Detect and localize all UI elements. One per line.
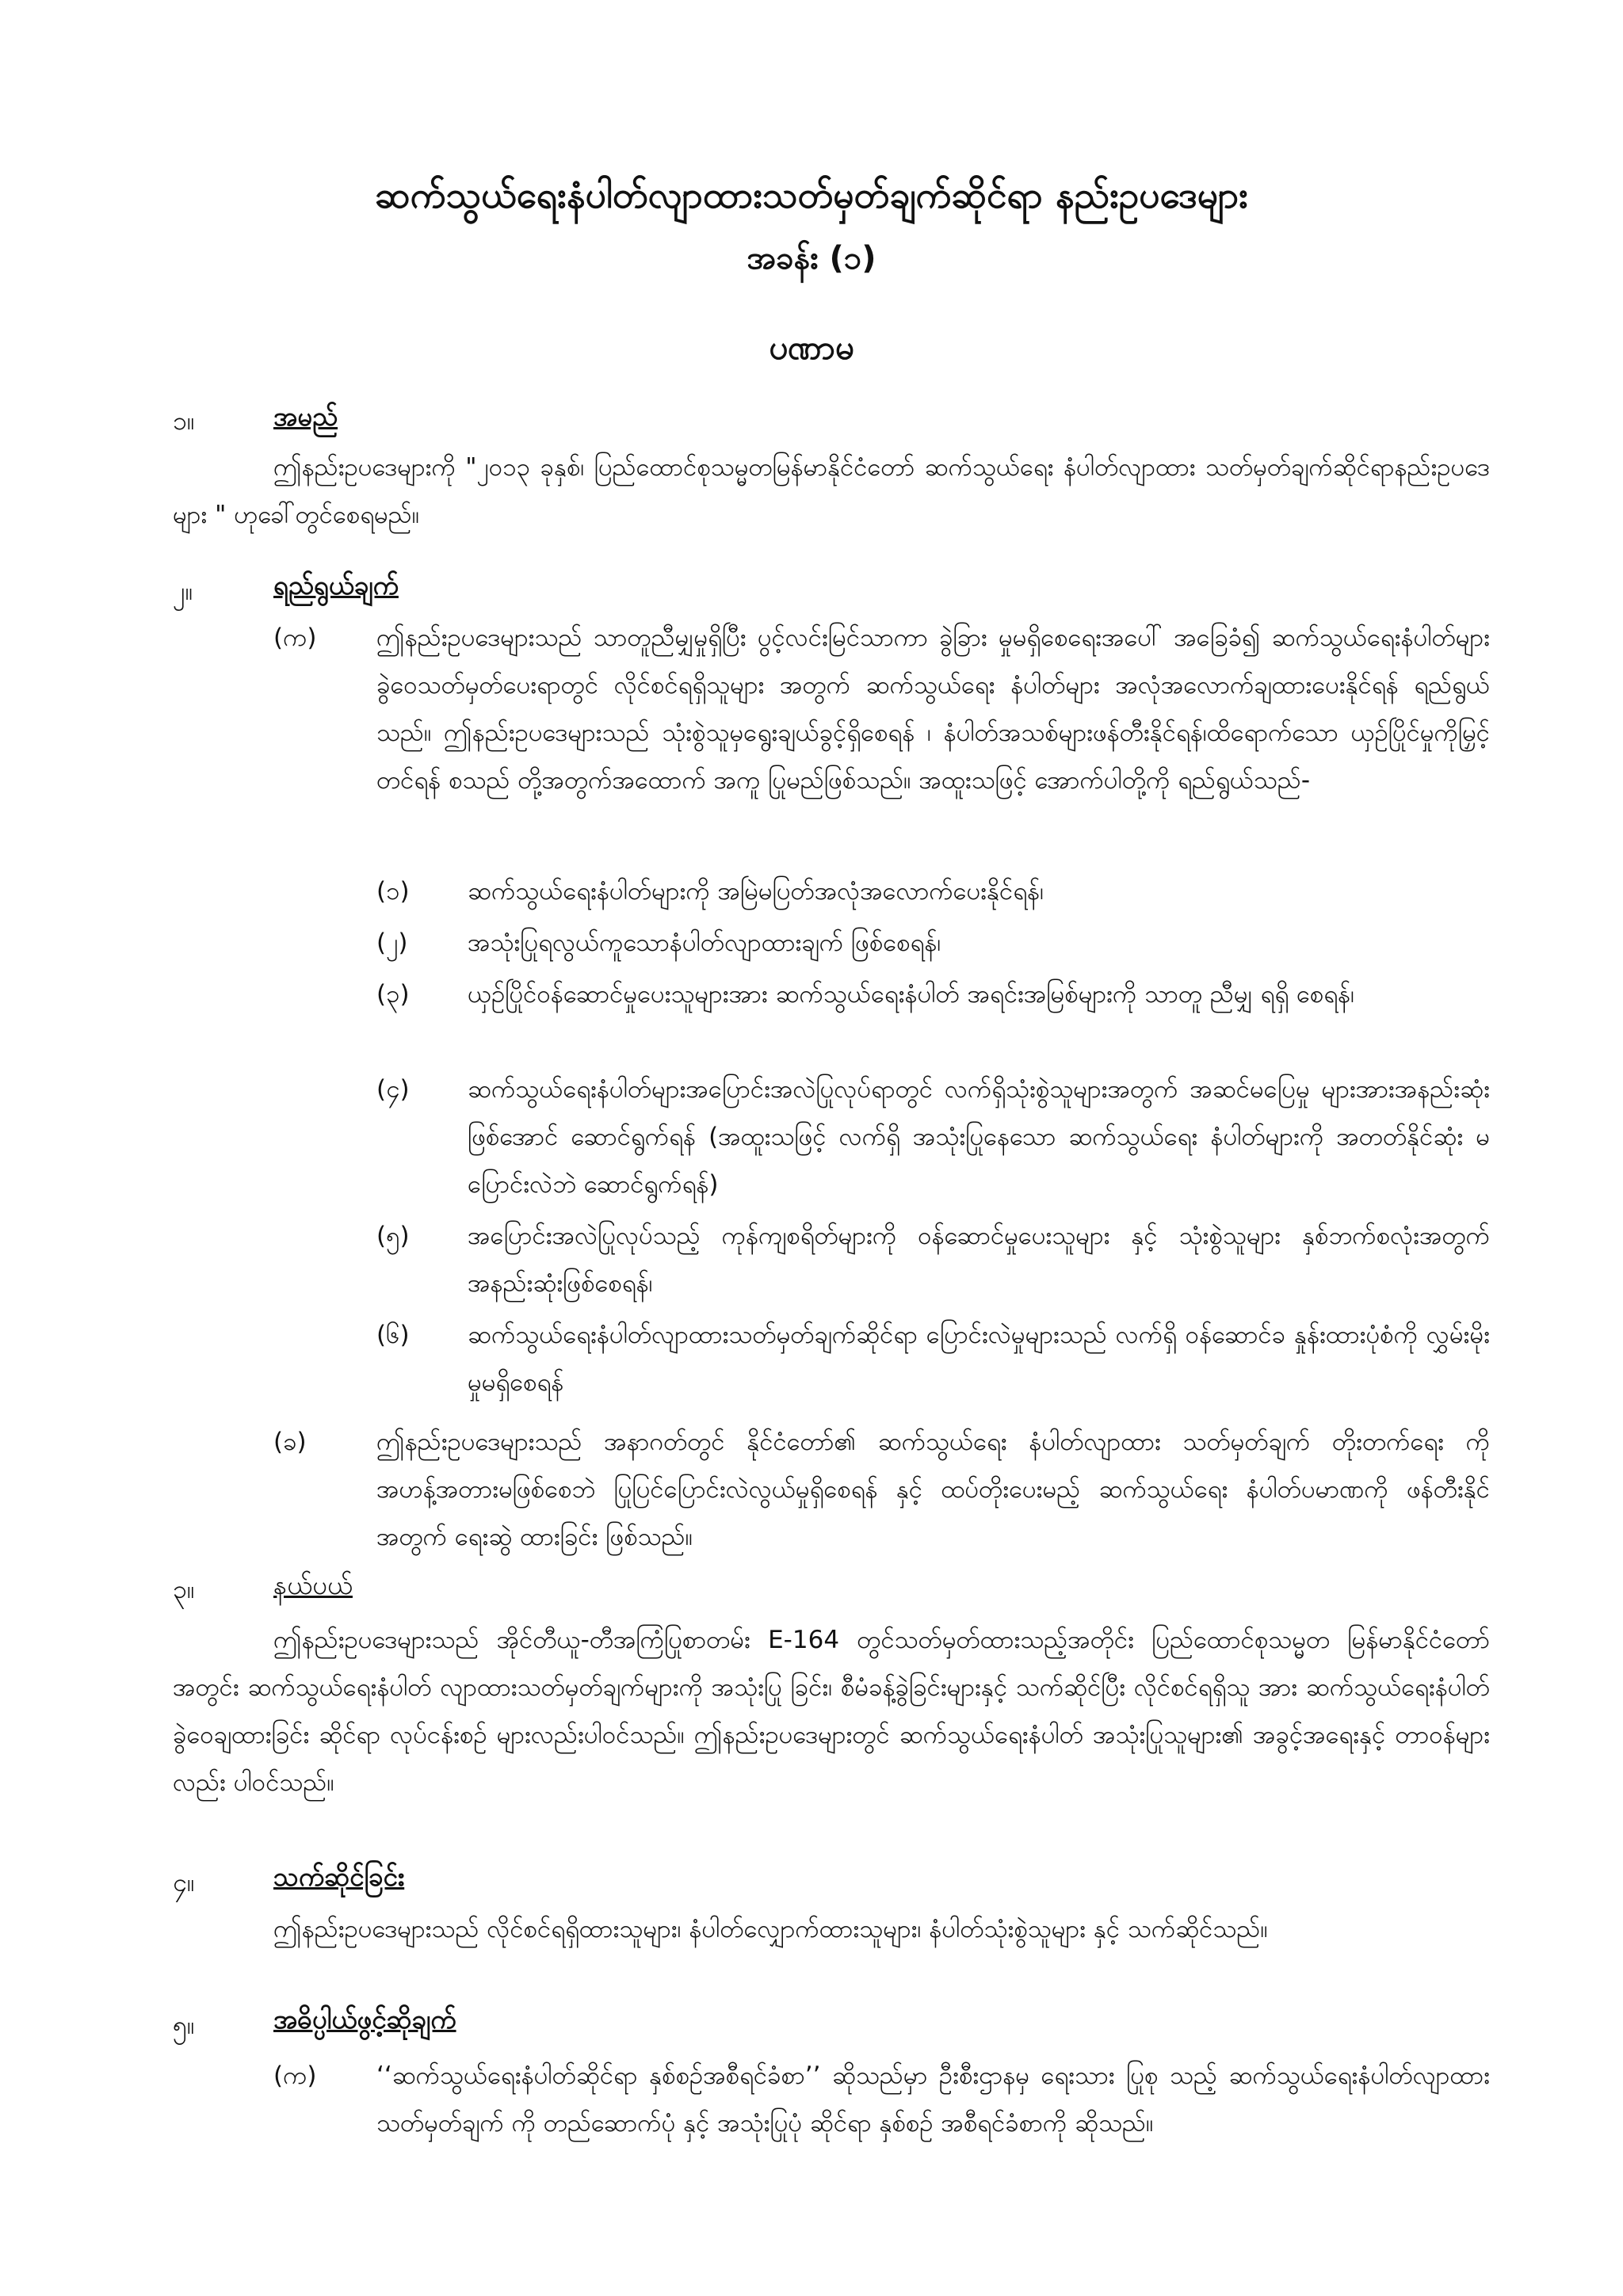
section-body-text: ဤနည်းဥပဒေများကို "၂၀၁၃ ခုနှစ်၊ ပြည်ထောင်စုသမ္မတမြန်မာနိုင်ငံတော် ဆက်သွယ်ရေး နံပါတ်လျာထား — [273, 453, 1196, 482]
subitem-text: အသုံးပြုရလွယ်ကူသောနံပါတ်လျာထားချက် ဖြစ်စေရန်၊ — [468, 929, 941, 957]
section-number: ၁။ — [173, 406, 195, 436]
section-body-text: သတ်မှတ်ချက်ဆိုင်ရာနည်းဥပဒေများ " ဟုခေါ်တွင်စေရမည်။ — [173, 453, 1490, 529]
subitem-text: ဆက်သွယ်ရေးနံပါတ်များကို အမြဲမပြတ်အလုံအလောက်ပေးနိုင်ရန်၊ — [468, 877, 1044, 906]
item-label: (က) — [273, 624, 317, 652]
item-text: ဤနည်းဥပဒေများသည် အနာဂတ်တွင် နိုင်ငံတော်၏ ဆက်သွယ်ရေး နံပါတ်လျာထား သတ်မှတ်ချက် တိုးတက်ရေး ကို အဟန့်အတားမဖြစ်စေဘဲ ပြုပြင်ပြောင်းလဲလွယ်မှုရှိစေရန် နှင့် ထပ်တိုးပေးမည့် ဆက်သွယ်ရေး နံပါတ်ပမာဏကို ဖန်တီးနိုင် အတွက် ရေးဆွဲ ထားခြင်း ဖြစ်သည်။ — [376, 1428, 1490, 1551]
section-number: ၂။ — [173, 576, 193, 606]
section-body-text: ဤနည်းဥပဒေများသည် အိုင်တီယူ-တီအကြံပြုစာတမ်း E-164 တွင်သတ်မှတ်ထားသည့်အတိုင်း ပြည်ထောင်စုသမ္မတ — [273, 1626, 1331, 1654]
subitem-label: (၃) — [376, 980, 410, 1009]
subitem-label: (၂) — [376, 929, 408, 957]
section-body — [173, 444, 1490, 539]
section-heading: သက်ဆိုင်ခြင်း — [273, 1861, 405, 1892]
subitem-text: ဆက်သွယ်ရေးနံပါတ်လျာထားသတ်မှတ်ချက်ဆိုင်ရာ ပြောင်းလဲမှုများသည် လက်ရှိ ဝန်ဆောင်ခ နှုန်းထားပုံစံကို လွှမ်းမိုးမှုမရှိစေရန် — [468, 1321, 1490, 1397]
section-number: ၄။ — [173, 1867, 195, 1897]
subitem-label: (၆) — [376, 1321, 410, 1349]
item-text: ‘‘ဆက်သွယ်ရေးနံပါတ်ဆိုင်ရာ နှစ်စဉ်အစီရင်ခံစာ’’ ဆိုသည်မှာ ဦးစီးဌာနမှ ရေးသား ပြုစု သည့် ဆက်သွယ်ရေးနံပါတ်လျာထားသတ်မှတ်ချက် ကို တည်ဆောက်ပုံ နှင့် အသုံးပြုပုံ ဆိုင်ရာ နှစ်စဉ် အစီရင်ခံစာကို ဆိုသည်။ — [376, 2061, 1490, 2138]
section-body — [173, 1616, 1490, 1806]
part-heading: ပဏာမ — [769, 328, 854, 367]
section-body-text: မြန်မာနိုင်ငံတော်အတွင်း ဆက်သွယ်ရေးနံပါတ် လျာထားသတ်မှတ်ချက်များကို အသုံးပြု ခြင်း၊ စီမံခန့်ခွဲခြင်းများနှင့် သက်ဆိုင်ပြီး လိုင်စင်ရရှိသူ အား ဆက်သွယ်ရေးနံပါတ်ခွဲဝေချထားခြင်း ဆိုင်ရာ လုပ်ငန်းစဉ် များလည်းပါဝင်သည်။ ဤနည်းဥပဒေများတွင် ဆက်သွယ်ရေးနံပါတ် အသုံးပြုသူများ၏ အခွင့်အရေးနှင့် တာဝန်များ လည်း ပါဝင်သည်။ — [173, 1626, 1490, 1797]
section-heading: အမည် — [273, 401, 338, 432]
subitem-text: ဆက်သွယ်ရေးနံပါတ်များအပြောင်းအလဲပြုလုပ်ရာတွင် လက်ရှိသုံးစွဲသူများအတွက် အဆင်မပြေမှု များအားအနည်းဆုံးဖြစ်အောင် ဆောင်ရွက်ရန် (အထူးသဖြင့် လက်ရှိ အသုံးပြုနေသော ဆက်သွယ်ရေး နံပါတ်များကို အတတ်နိုင်ဆုံး မပြောင်းလဲဘဲ ဆောင်ရွက်ရန်) — [468, 1075, 1490, 1199]
subitem-text: အပြောင်းအလဲပြုလုပ်သည့် ကုန်ကျစရိတ်များကို ဝန်ဆောင်မှုပေးသူများ နှင့် သုံးစွဲသူများ နှစ်ဘက်စလုံးအတွက် အနည်းဆုံးဖြစ်စေရန်၊ — [468, 1222, 1490, 1298]
item-text: ဤနည်းဥပဒေများသည် သာတူညီမျှမှုရှိပြီး ပွင့်လင်းမြင်သာကာ ခွဲခြား မှုမရှိစေရေးအပေါ် အခြေခံ၍ ဆက်သွယ်ရေးနံပါတ်များ ခွဲဝေသတ်မှတ်ပေးရာတွင် လိုင်စင်ရရှိသူများ အတွက် ဆက်သွယ်ရေး နံပါတ်များ အလုံအလောက်ချထားပေးနိုင်ရန် ရည်ရွယ်သည်။ ဤနည်းဥပဒေများသည် သုံးစွဲသူမှရွေးချယ်ခွင့်ရှိစေရန် ၊ နံပါတ်အသစ်များဖန်တီးနိုင်ရန်၊ထိရောက်သော ယှဉ်ပြိုင်မှုကိုမြှင့်တင်ရန် စသည် တို့အတွက်အထောက် အကူ ပြုမည်ဖြစ်သည်။ အထူးသဖြင့် အောက်ပါတို့ကို ရည်ရွယ်သည်- — [376, 624, 1490, 795]
subitem-label: (၅) — [376, 1222, 410, 1250]
document-title: ဆက်သွယ်ရေးနံပါတ်လျာထားသတ်မှတ်ချက်ဆိုင်ရာ နည်းဥပဒေများ — [375, 174, 1248, 216]
section-number: ၃။ — [173, 1574, 195, 1604]
subitem-text: ယှဉ်ပြိုင်ဝန်ဆောင်မှုပေးသူများအား ဆက်သွယ်ရေးနံပါတ် အရင်းအမြစ်များကို သာတူ ညီမျှ ရရှိ စေရန်၊ — [468, 980, 1354, 1009]
subitem-label: (၁) — [376, 877, 410, 906]
section-number: ၅။ — [173, 2010, 195, 2040]
subitem-label: (၄) — [376, 1075, 410, 1104]
section-heading: ရည်ရွယ်ချက် — [273, 570, 399, 601]
section-heading: အဓိပ္ပါယ်ဖွင့်ဆိုချက် — [273, 2004, 456, 2035]
section-body: ဤနည်းဥပဒေများသည် လိုင်စင်ရရှိထားသူများ၊ နံပါတ်လျှောက်ထားသူများ၊ နံပါတ်သုံးစွဲသူများ နှင့် သက်ဆိုင်သည်။ — [273, 1915, 1268, 1943]
section-heading: နယ်ပယ် — [273, 1569, 353, 1600]
item-label: (ခ) — [273, 1428, 307, 1456]
item-label: (က) — [273, 2061, 317, 2090]
chapter-heading: အခန်း (၁) — [747, 240, 876, 277]
